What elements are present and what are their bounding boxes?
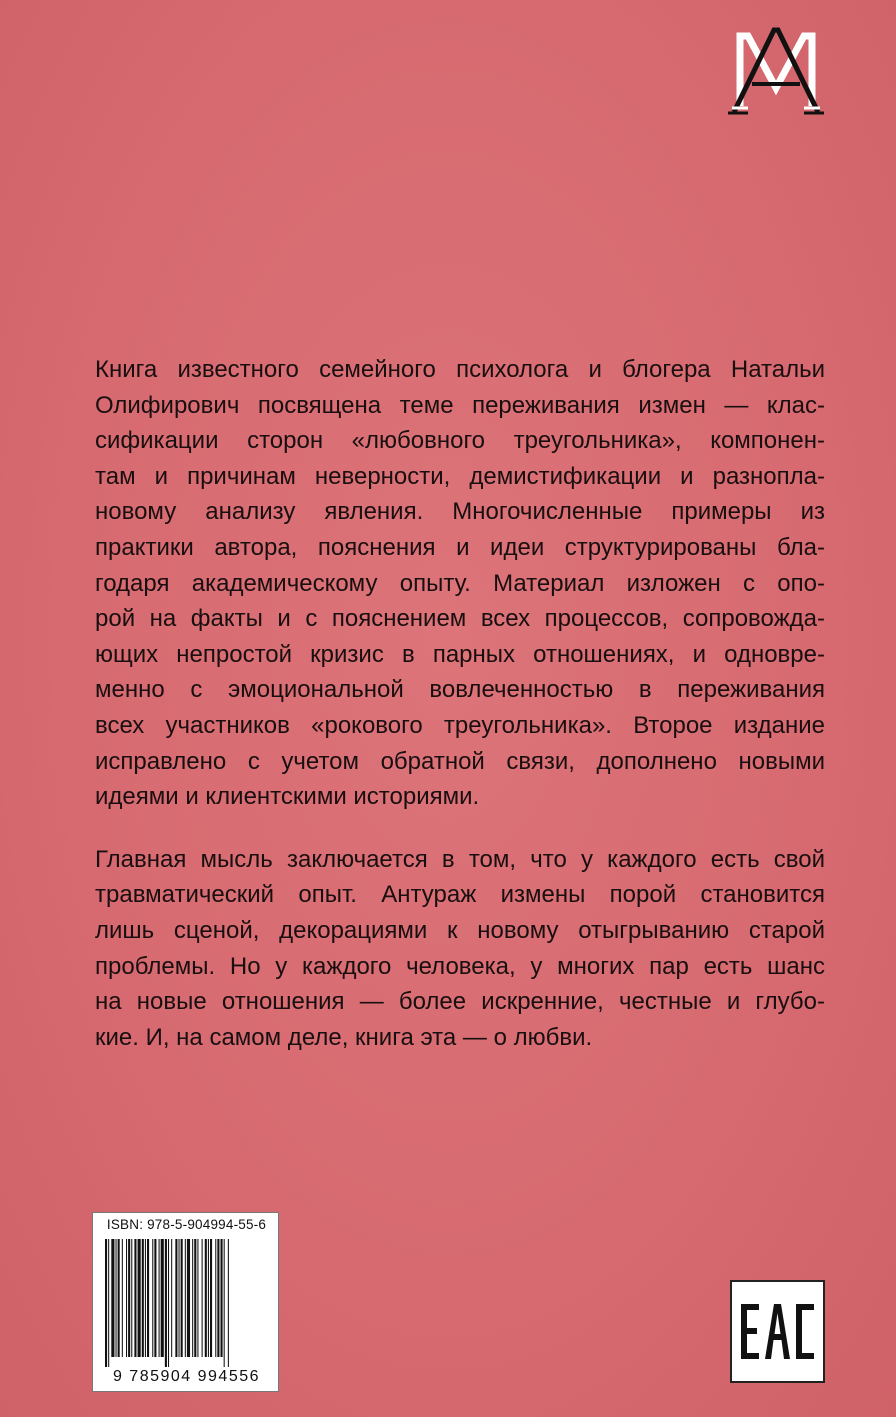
publisher-ma-monogram-icon [726, 26, 826, 116]
text-line: новому анализу явления. Многочисленные примеры из [95, 498, 825, 526]
text-line: на новые отношения — более искренние, честные и глубо- [95, 988, 825, 1016]
isbn-barcode-label [92, 1212, 279, 1392]
text-line: лишь сценой, декорациями к новому отыгрыванию старой [95, 916, 825, 944]
text-line: Книга известного семейного психолога и блогера Натальи [95, 356, 825, 383]
text-line: проблемы. Но у каждого человека, у многих пар есть шанс [95, 952, 825, 980]
text-line: идеями и клиентскими историями. [95, 783, 480, 811]
text-line: сификации сторон «любовного треугольника», компонен- [95, 427, 825, 455]
book-description [95, 352, 825, 1055]
text-line: рой на факты и с пояснением всех процессов, сопровожда- [95, 605, 825, 633]
text-line: годаря академическому опыту. Материал изложен с опо- [95, 569, 825, 597]
isbn-number: ISBN: 978-5-904994-55-6 [106, 1217, 267, 1232]
barcode-icon [101, 1239, 272, 1367]
text-line: там и причинам неверности, демистификации и разнопла- [95, 462, 825, 490]
eac-mark [730, 1280, 825, 1383]
barcode-digits: 9 785904 994556 [112, 1368, 261, 1385]
publisher-logo [726, 26, 826, 116]
text-line: кие. И, на самом деле, книга эта — о любви. [95, 1023, 593, 1051]
text-line: менно с эмоциональной вовлеченностью в переживания [95, 676, 825, 704]
description-paragraph-2 [95, 842, 825, 1056]
text-line: Главная мысль заключается в том, что у каждого есть свой [95, 845, 825, 873]
description-paragraph-1 [95, 352, 825, 815]
text-line: ющих непростой кризис в парных отношениях, и одновре- [95, 640, 825, 668]
text-line: исправлено с учетом обратной связи, дополнено новыми [95, 747, 825, 775]
text-line: травматический опыт. Антураж измены порой становится [95, 881, 825, 909]
text-line: практики автора, пояснения и идеи структурированы бла- [95, 533, 825, 561]
text-line: Олифирович посвящена теме переживания измен — клас- [95, 391, 825, 419]
eac-certification-mark-icon [732, 1282, 823, 1381]
text-line: всех участников «рокового треугольника». Второе издание [95, 711, 825, 739]
